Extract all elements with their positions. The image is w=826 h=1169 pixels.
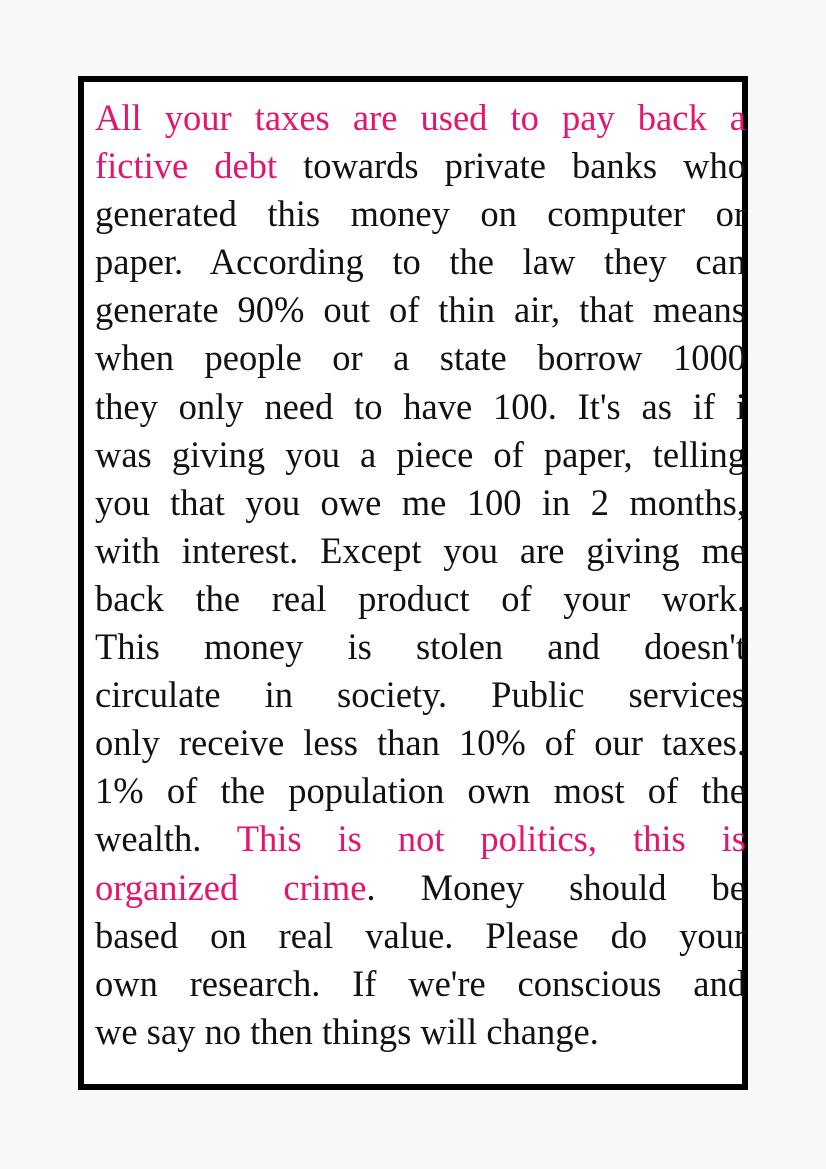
body-text: was giving you a piece of paper, telling <box>95 433 746 475</box>
body-text: they only need to have 100. It's as if i <box>95 385 746 427</box>
body-text: wealth. <box>95 818 237 860</box>
body-text: This money is stolen and doesn't <box>95 626 746 668</box>
body-text: with interest. Except you are giving me <box>95 529 746 571</box>
text-line <box>95 623 746 671</box>
body-text: based on real value. Please do your <box>95 914 746 956</box>
body-text: when people or a state borrow 1000 <box>95 337 746 379</box>
text-line <box>95 575 746 623</box>
text-line <box>95 334 746 382</box>
highlighted-text: organized crime <box>95 866 367 908</box>
text-line <box>95 864 746 912</box>
poster-frame <box>78 76 748 1090</box>
body-text: towards private banks who <box>277 145 746 187</box>
text-line <box>95 912 746 960</box>
highlighted-text: All your taxes are used to pay back a <box>95 97 746 138</box>
text-line <box>95 815 746 863</box>
body-text: . Money should be <box>366 866 747 908</box>
text-line <box>95 671 746 719</box>
text-line <box>95 190 746 238</box>
text-line <box>95 719 746 767</box>
body-text: own research. If we're conscious and <box>95 962 746 1004</box>
text-line <box>95 142 746 190</box>
highlighted-text: fictive debt <box>95 145 278 187</box>
text-line <box>95 1008 746 1056</box>
body-text: circulate in society. Public services <box>95 674 746 716</box>
body-text: back the real product of your work. <box>95 577 746 619</box>
body-text: 1% of the population own most of the <box>95 770 746 812</box>
text-line <box>95 286 746 334</box>
text-line <box>95 238 746 286</box>
body-text: you that you owe me 100 in 2 months, <box>95 481 746 523</box>
highlighted-text: This is not politics, this is <box>236 818 746 860</box>
body-text: we say no then things will change. <box>95 1010 599 1052</box>
text-line <box>95 383 746 431</box>
text-line <box>95 94 746 142</box>
body-text: generated this money on computer or <box>95 193 746 235</box>
poster-text <box>95 94 746 1056</box>
body-text: generate 90% out of thin air, that means <box>95 289 746 331</box>
text-line <box>95 767 746 815</box>
text-line <box>95 527 746 575</box>
body-text: paper. According to the law they can <box>95 241 746 283</box>
text-line <box>95 960 746 1008</box>
text-line <box>95 479 746 527</box>
body-text: only receive less than 10% of our taxes. <box>95 722 746 764</box>
text-line <box>95 431 746 479</box>
